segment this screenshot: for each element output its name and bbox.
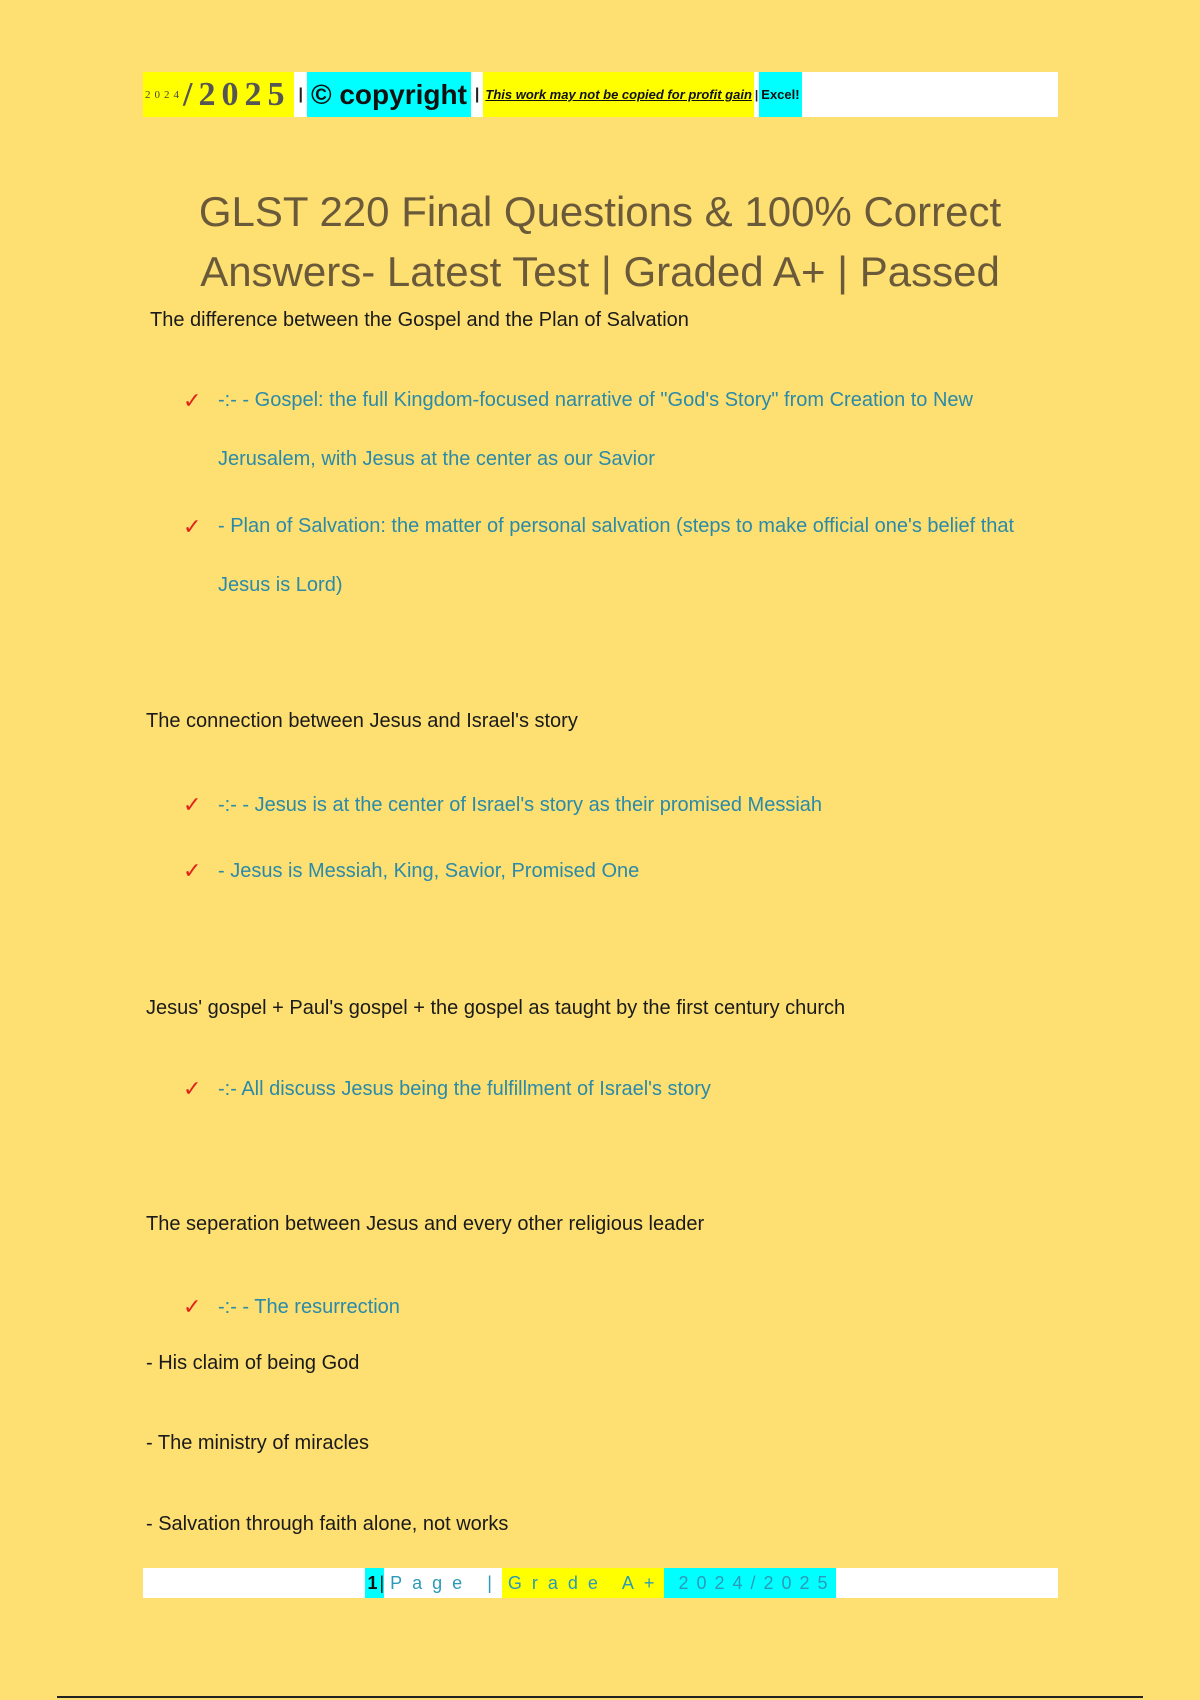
check-icon: ✓ bbox=[183, 514, 202, 539]
question-4: The seperation between Jesus and every other religious leader bbox=[146, 1213, 705, 1235]
answer-text: -:- All discuss Jesus being the fulfillment of Israel's story bbox=[218, 1078, 711, 1100]
header-year bbox=[143, 72, 294, 117]
extra-line: - His claim of being God bbox=[146, 1352, 360, 1374]
check-icon: ✓ bbox=[183, 858, 202, 883]
footer-bar bbox=[143, 1568, 1058, 1598]
extra-line: - Salvation through faith alone, not works bbox=[146, 1513, 509, 1535]
answer-1-2 bbox=[183, 512, 1053, 615]
answer-2-1 bbox=[183, 790, 822, 820]
question-1: The difference between the Gospel and the Plan of Salvation bbox=[150, 309, 689, 331]
footer-separator: | bbox=[379, 1568, 384, 1598]
document-title bbox=[150, 182, 1050, 302]
footer-page-label: Page | bbox=[384, 1568, 502, 1598]
extra-line: - The ministry of miracles bbox=[146, 1432, 370, 1454]
answer-text: - Plan of Salvation: the matter of personal salvation (steps to make official one's belief that Jesus is Lord) bbox=[218, 515, 1015, 596]
answer-3-1 bbox=[183, 1074, 711, 1104]
title-line-1: GLST 220 Final Questions & 100% Correct bbox=[198, 188, 1002, 235]
header-excel: Excel! bbox=[759, 72, 801, 117]
answer-text: - Jesus is Messiah, King, Savior, Promised One bbox=[218, 860, 640, 882]
footer-grade: Grade A+ bbox=[502, 1568, 665, 1598]
title-line-2: Answers- Latest Test | Graded A+ | Passed bbox=[200, 248, 1000, 295]
answer-text: -:- - Jesus is at the center of Israel's story as their promised Messiah bbox=[218, 794, 823, 816]
bottom-rule bbox=[57, 1696, 1143, 1698]
footer-year: 2024/2025 bbox=[664, 1568, 835, 1598]
header-separator: | bbox=[298, 85, 303, 103]
header-year-small: 2024 bbox=[145, 88, 183, 101]
footer-content bbox=[365, 1568, 835, 1598]
header-year-big: /2025 bbox=[183, 76, 291, 113]
header-notice: This work may not be copied for profit gain bbox=[483, 72, 754, 117]
check-icon: ✓ bbox=[183, 1294, 202, 1319]
page-number: 1 bbox=[365, 1568, 379, 1598]
question-2: The connection between Jesus and Israel's story bbox=[146, 710, 578, 732]
header-separator: | bbox=[754, 87, 759, 102]
check-icon: ✓ bbox=[183, 792, 202, 817]
answer-text: -:- - Gospel: the full Kingdom-focused narrative of "God's Story" from Creation to New Jerusalem, with Jesus at the center as our Savior bbox=[218, 389, 973, 470]
check-icon: ✓ bbox=[183, 1076, 202, 1101]
question-3: Jesus' gospel + Paul's gospel + the gospel as taught by the first century church bbox=[146, 997, 846, 1019]
answer-1-1 bbox=[183, 386, 1053, 489]
check-icon: ✓ bbox=[183, 388, 202, 413]
answer-2-2 bbox=[183, 856, 639, 886]
header-copyright: © copyright bbox=[307, 72, 471, 117]
answer-text: -:- - The resurrection bbox=[218, 1296, 400, 1318]
header-bar bbox=[143, 72, 1058, 117]
header-separator: | bbox=[474, 85, 480, 103]
answer-4-1 bbox=[183, 1292, 400, 1322]
